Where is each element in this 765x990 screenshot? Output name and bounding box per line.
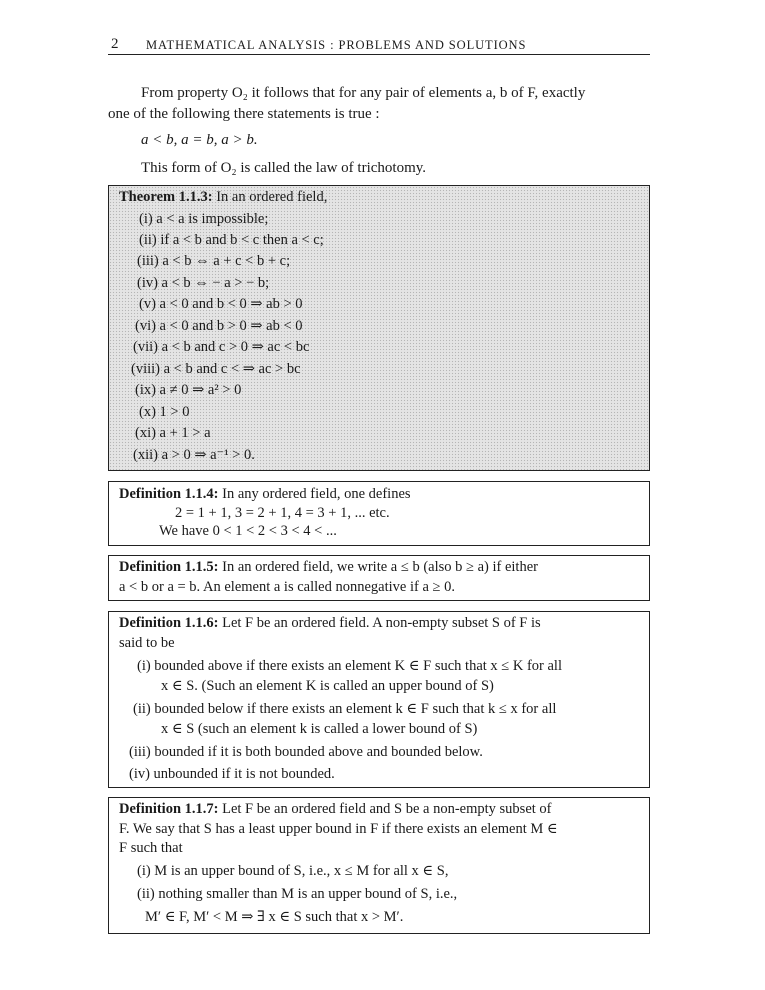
definition-item: (iii) bounded if it is both bounded above and bounded below. (129, 744, 483, 760)
definition-item: x ∈ S. (Such an element K is called an upper bound of S) (161, 678, 494, 694)
intro-line-2: one of the following there statements is true : (108, 106, 380, 122)
theorem-item: (v) a < 0 and b < 0 ⇒ ab > 0 (139, 296, 303, 312)
definition-text: Let F be an ordered field and S be a non-empty subset of (222, 801, 552, 817)
running-title: MATHEMATICAL ANALYSIS : PROBLEMS AND SOLUTIONS (146, 38, 527, 52)
definition-heading (119, 615, 541, 632)
definition-label: Definition 1.1.4: (119, 486, 219, 502)
definition-item: (iv) unbounded if it is not bounded. (129, 766, 335, 782)
definition-item: (i) M is an upper bound of S, i.e., x ≤ M for all x ∈ S, (137, 863, 449, 879)
theorem-box (108, 185, 650, 471)
definition-1-1-5-box (108, 555, 650, 601)
trichotomy-formula: a < b, a = b, a > b. (141, 132, 258, 148)
definition-text: In any ordered field, one defines (222, 486, 411, 502)
definition-label: Definition 1.1.6: (119, 615, 219, 631)
definition-line: We have 0 < 1 < 2 < 3 < 4 < ... (159, 523, 337, 539)
theorem-heading (119, 189, 327, 206)
definition-line: said to be (119, 635, 175, 651)
definition-item: (i) bounded above if there exists an element K ∈ F such that x ≤ K for all (137, 658, 562, 674)
theorem-item: (xii) a > 0 ⇒ a⁻¹ > 0. (133, 447, 255, 463)
theorem-item: (xi) a + 1 > a (135, 425, 211, 441)
definition-1-1-6-box (108, 611, 650, 788)
definition-item: M′ ∈ F, M′ < M ⇒ ∃ x ∈ S such that x > M′. (145, 909, 404, 925)
definition-text: In an ordered field, we write a ≤ b (also b ≥ a) if either (222, 559, 538, 575)
theorem-item: (ix) a ≠ 0 ⇒ a² > 0 (135, 382, 242, 398)
theorem-item: (iv) a < b ⇔ − a > − b; (137, 275, 270, 291)
theorem-item: (i) a < a is impossible; (139, 211, 269, 227)
definition-text: Let F be an ordered field. A non-empty subset S of F is (222, 615, 541, 631)
intro-line-1: From property O₂ it follows that for any pair of elements a, b of F, exactly (141, 85, 586, 101)
definition-heading (119, 801, 552, 818)
definition-item: (ii) bounded below if there exists an element k ∈ F such that k ≤ x for all (133, 701, 557, 717)
theorem-item: (vi) a < 0 and b > 0 ⇒ ab < 0 (135, 318, 303, 334)
theorem-item: (ii) if a < b and b < c then a < c; (139, 232, 324, 248)
definition-1-1-7-box (108, 797, 650, 934)
theorem-label: Theorem 1.1.3: (119, 189, 213, 205)
definition-heading (119, 559, 538, 576)
definition-heading (119, 486, 411, 503)
theorem-item: (vii) a < b and c > 0 ⇒ ac < bc (133, 339, 310, 355)
page-number: 2 (111, 36, 119, 52)
definition-line: F such that (119, 840, 183, 856)
theorem-item: (iii) a < b ⇔ a + c < b + c; (137, 253, 291, 269)
definition-line: a < b or a = b. An element a is called nonnegative if a ≥ 0. (119, 579, 455, 595)
theorem-item: (x) 1 > 0 (139, 404, 190, 420)
definition-label: Definition 1.1.5: (119, 559, 219, 575)
definition-1-1-4-box (108, 481, 650, 546)
definition-item: x ∈ S (such an element k is called a lower bound of S) (161, 721, 478, 737)
definition-item: (ii) nothing smaller than M is an upper bound of S, i.e., (137, 886, 458, 902)
running-header (108, 36, 650, 55)
definition-line: F. We say that S has a least upper bound in F if there exists an element M ∈ (119, 821, 558, 837)
definition-label: Definition 1.1.7: (119, 801, 219, 817)
intro-line-4: This form of O₂ is called the law of trichotomy. (141, 160, 427, 176)
theorem-intro: In an ordered field, (216, 189, 328, 205)
theorem-item: (viii) a < b and c < ⇒ ac > bc (131, 361, 301, 377)
definition-line: 2 = 1 + 1, 3 = 2 + 1, 4 = 3 + 1, ... etc. (175, 505, 390, 521)
